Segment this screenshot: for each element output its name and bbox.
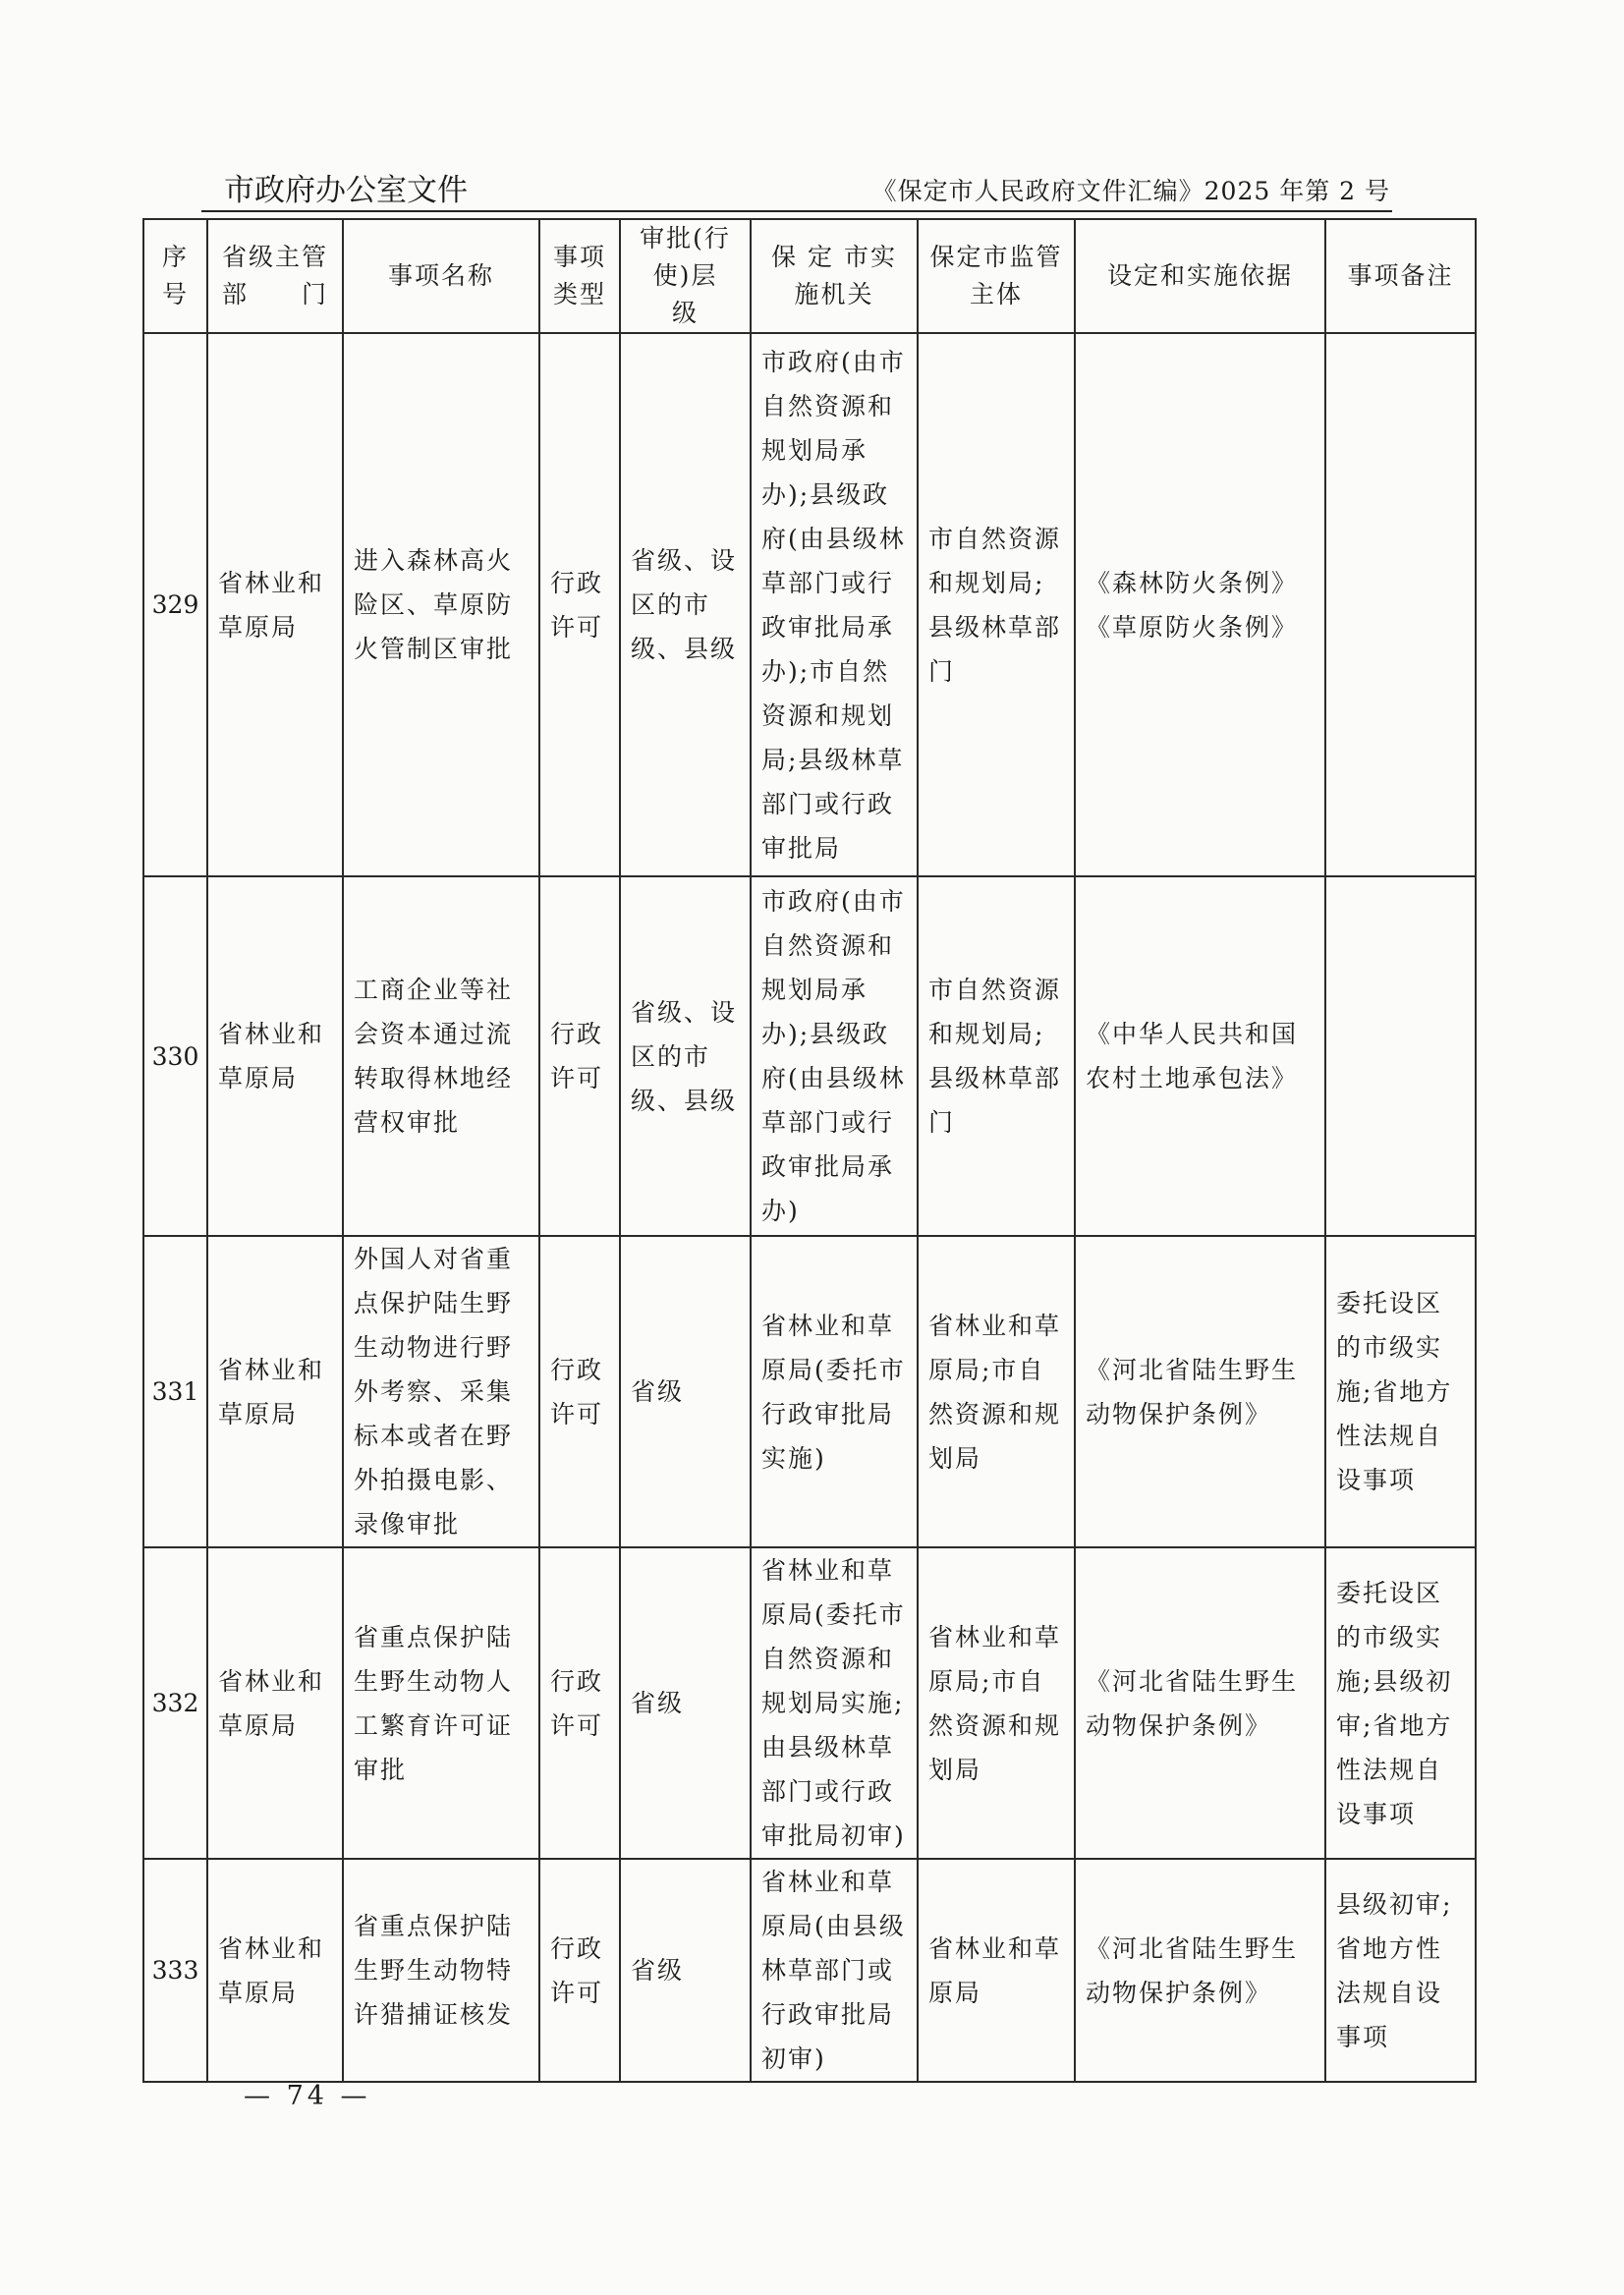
col-header-agency: 保 定 市实施机关	[751, 219, 918, 333]
table-header-row	[143, 219, 1476, 333]
row-agency: 省林业和草原局(委托市自然资源和规划局实施;由县级林草部门或行政审批局初审)	[751, 1547, 918, 1859]
row-remark: 委托设区的市级实施;县级初审;省地方性法规自设事项	[1325, 1547, 1476, 1859]
col-header-supervisor: 保定市监管主体	[918, 219, 1075, 333]
row-no: 330	[143, 876, 207, 1236]
row-name: 进入森林高火险区、草原防火管制区审批	[343, 333, 539, 876]
row-type: 行政许可	[539, 876, 620, 1236]
row-no: 332	[143, 1547, 207, 1859]
row-basis: 《河北省陆生野生动物保护条例》	[1075, 1236, 1325, 1547]
row-no: 329	[143, 333, 207, 876]
col-header-remark: 事项备注	[1325, 219, 1476, 333]
col-header-basis: 设定和实施依据	[1075, 219, 1325, 333]
row-agency: 市政府(由市自然资源和规划局承办);县级政府(由县级林草部门或行政审批局承办)	[751, 876, 918, 1236]
row-type: 行政许可	[539, 1547, 620, 1859]
col-header-level: 审批(行使)层 级	[620, 219, 751, 333]
table-row	[143, 333, 1476, 876]
col-header-name: 事项名称	[343, 219, 539, 333]
row-level: 省级、设区的市级、县级	[620, 333, 751, 876]
row-supervisor: 市自然资源和规划局;县级林草部门	[918, 333, 1075, 876]
table-row	[143, 876, 1476, 1236]
row-dept: 省林业和草原局	[207, 1547, 343, 1859]
row-supervisor: 市自然资源和规划局;县级林草部门	[918, 876, 1075, 1236]
col-header-dept: 省级主管部 门	[207, 219, 343, 333]
row-basis: 《中华人民共和国农村土地承包法》	[1075, 876, 1325, 1236]
row-dept: 省林业和草原局	[207, 1236, 343, 1547]
row-dept: 省林业和草原局	[207, 333, 343, 876]
row-name: 省重点保护陆生野生动物特许猎捕证核发	[343, 1859, 539, 2082]
row-dept: 省林业和草原局	[207, 1859, 343, 2082]
row-level: 省级、设区的市级、县级	[620, 876, 751, 1236]
row-agency: 省林业和草原局(由县级林草部门或行政审批局初审)	[751, 1859, 918, 2082]
row-supervisor: 省林业和草原局;市自然资源和规划局	[918, 1236, 1075, 1547]
table-row	[143, 1236, 1476, 1547]
document-source-label: 市政府办公室文件	[224, 173, 468, 208]
row-level: 省级	[620, 1547, 751, 1859]
row-basis: 《河北省陆生野生动物保护条例》	[1075, 1547, 1325, 1859]
row-name: 工商企业等社会资本通过流转取得林地经营权审批	[343, 876, 539, 1236]
row-remark: 县级初审;省地方性法规自设事项	[1325, 1859, 1476, 2082]
row-no: 333	[143, 1859, 207, 2082]
row-name: 省重点保护陆生野生动物人工繁育许可证审批	[343, 1547, 539, 1859]
header-divider	[201, 210, 1392, 212]
row-type: 行政许可	[539, 1236, 620, 1547]
row-level: 省级	[620, 1236, 751, 1547]
page-number: — 74 —	[244, 2081, 371, 2111]
row-supervisor: 省林业和草原局;市自然资源和规划局	[918, 1547, 1075, 1859]
row-agency: 市政府(由市自然资源和规划局承办);县级政府(由县级林草部门或行政审批局承办);市自然资源和规划局;县级林草部门或行政审批局	[751, 333, 918, 876]
col-header-no: 序号	[143, 219, 207, 333]
row-remark	[1325, 333, 1476, 876]
row-dept: 省林业和草原局	[207, 876, 343, 1236]
row-name: 外国人对省重点保护陆生野生动物进行野外考察、采集标本或者在野外拍摄电影、录像审批	[343, 1236, 539, 1547]
table-row	[143, 1547, 1476, 1859]
row-level: 省级	[620, 1859, 751, 2082]
row-type: 行政许可	[539, 1859, 620, 2082]
row-basis: 《河北省陆生野生动物保护条例》	[1075, 1859, 1325, 2082]
row-supervisor: 省林业和草原局	[918, 1859, 1075, 2082]
table-row	[143, 1859, 1476, 2082]
row-remark: 委托设区的市级实施;省地方性法规自设事项	[1325, 1236, 1476, 1547]
publication-title: 《保定市人民政府文件汇编》2025 年第 2 号	[871, 177, 1390, 205]
approval-items-table	[142, 218, 1477, 2083]
row-remark	[1325, 876, 1476, 1236]
row-no: 331	[143, 1236, 207, 1547]
row-type: 行政许可	[539, 333, 620, 876]
row-basis: 《森林防火条例》《草原防火条例》	[1075, 333, 1325, 876]
row-agency: 省林业和草原局(委托市行政审批局实施)	[751, 1236, 918, 1547]
col-header-type: 事项类型	[539, 219, 620, 333]
